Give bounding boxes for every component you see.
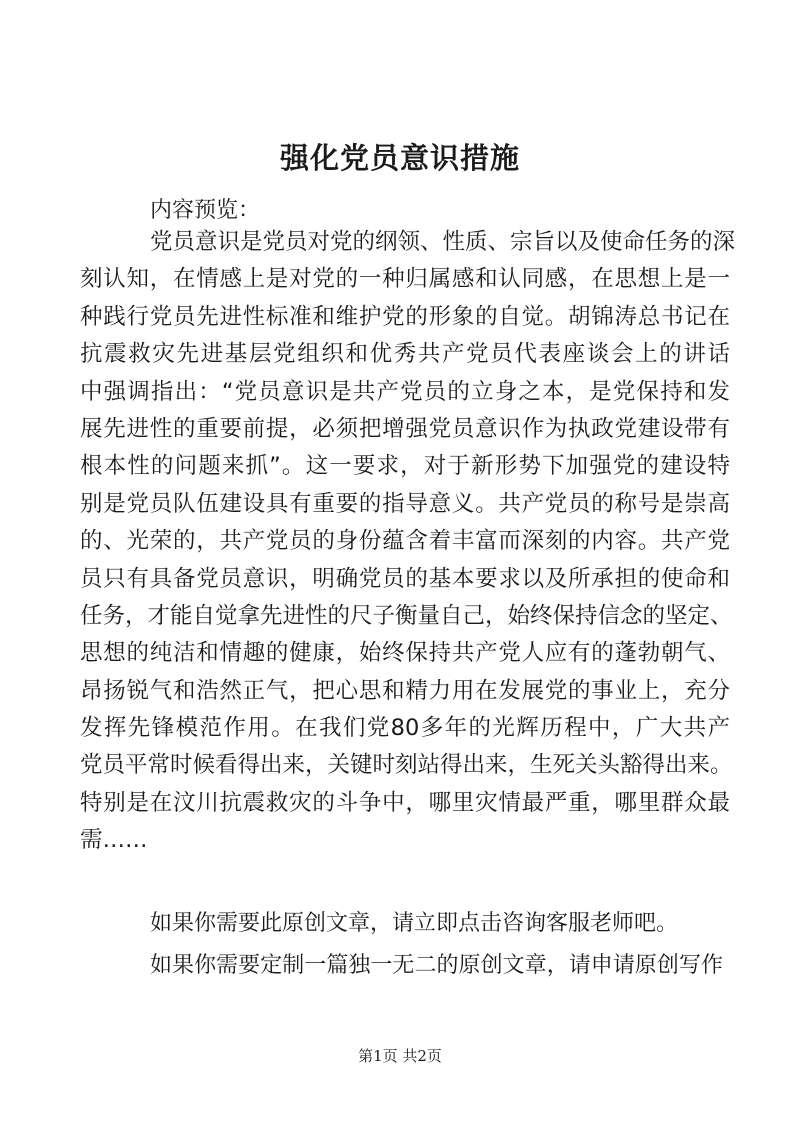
custom-writing-paragraph: 如果你需要定制一篇独一无二的原创文章，请申请原创写作	[150, 953, 723, 978]
body-line: 特别是在汶川抗震救灾的斗争中，哪里灾情最严重，哪里群众最	[80, 789, 730, 816]
body-line: 发挥先锋模范作用。在我们党80多年的光辉历程中，广大共产	[80, 715, 730, 742]
body-text	[80, 224, 736, 860]
body-line: 党员平常时候看得出来，关键时刻站得出来，生死关头豁得出来。	[80, 752, 733, 779]
body-line: 别是党员队伍建设具有重要的指导意义。共产党员的称号是崇高	[80, 490, 730, 517]
body-line: 的、光荣的，共产党员的身份蕴含着丰富而深刻的内容。共产党	[80, 528, 730, 555]
document-title: 强化党员意识措施	[279, 141, 520, 175]
body-line: 刻认知，在情感上是对党的一种归属感和认同感，在思想上是一	[80, 266, 730, 293]
body-line: 员只有具备党员意识，明确党员的基本要求以及所承担的使命和	[80, 565, 730, 592]
page-number-footer: 第1页 共2页	[358, 1047, 442, 1065]
body-line: 抗震救灾先进基层党组织和优秀共产党员代表座谈会上的讲话	[80, 341, 730, 368]
consult-paragraph: 如果你需要此原创文章，请立即点击咨询客服老师吧。	[150, 911, 679, 936]
body-line: 党员意识是党员对党的纲领、性质、宗旨以及使命任务的深	[150, 229, 736, 255]
body-line: 思想的纯洁和情趣的健康，始终保持共产党人应有的蓬勃朝气、	[80, 640, 730, 667]
body-line: 任务，才能自觉拿先进性的尺子衡量自己，始终保持信念的坚定、	[80, 602, 733, 629]
body-line: 需……	[80, 827, 148, 854]
body-line: 中强调指出：“党员意识是共产党员的立身之本，是党保持和发	[80, 378, 730, 405]
body-line: 展先进性的重要前提，必须把增强党员意识作为执政党建设带有	[80, 415, 730, 442]
body-line: 根本性的问题来抓”。这一要求，对于新形势下加强党的建设特	[80, 453, 730, 480]
body-line: 昂扬锐气和浩然正气，把心思和精力用在发展党的事业上，充分	[80, 677, 730, 704]
body-line: 种践行党员先进性标准和维护党的形象的自觉。胡锦涛总书记在	[80, 303, 730, 330]
preview-label: 内容预览：	[150, 198, 261, 223]
